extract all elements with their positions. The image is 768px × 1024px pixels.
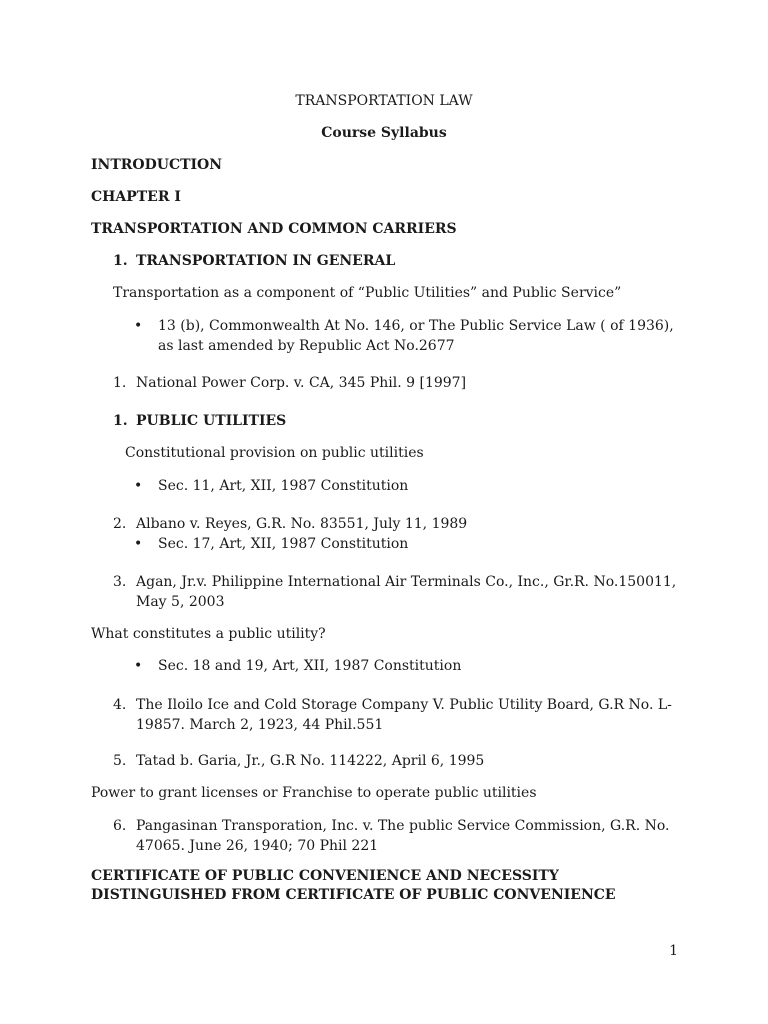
case-5-text: Tatad b. Garia, Jr., G.R No. 114222, April 6, 1995	[136, 753, 485, 769]
section-1-bullet-line-2: as last amended by Republic Act No.2677	[158, 338, 455, 354]
case-5-number: 5.	[113, 753, 127, 769]
section-1-number: 1.	[113, 253, 128, 269]
document-subtitle: Course Syllabus	[321, 125, 447, 141]
section-2-bullet-1: • Sec. 11, Art, XII, 1987 Constitution	[158, 476, 408, 496]
section-1-bullet-line-1: • 13 (b), Commonwealth At No. 146, or The Public Service Law ( of 1936),	[158, 316, 674, 336]
page-number: 1	[669, 943, 678, 959]
case-1-number: 1.	[113, 375, 127, 391]
section-2-intro: Constitutional provision on public utilities	[125, 445, 424, 461]
introduction-heading: INTRODUCTION	[91, 157, 223, 173]
certificate-heading-line-2: DISTINGUISHED FROM CERTIFICATE OF PUBLIC CONVENIENCE	[91, 887, 616, 903]
chapter-title: TRANSPORTATION AND COMMON CARRIERS	[91, 221, 457, 237]
case-2-number: 2.	[113, 516, 127, 532]
chapter-heading: CHAPTER I	[91, 189, 181, 205]
case-3-number: 3.	[113, 574, 127, 590]
case-3-line-1: Agan, Jr.v. Philippine International Air Terminals Co., Inc., Gr.R. No.150011,	[136, 574, 677, 590]
case-1-text: National Power Corp. v. CA, 345 Phil. 9 [1997]	[136, 375, 467, 391]
case-4-number: 4.	[113, 697, 127, 713]
case-4-line-2: 19857. March 2, 1923, 44 Phil.551	[136, 717, 384, 733]
document-title: TRANSPORTATION LAW	[295, 93, 473, 109]
section-2-number: 1.	[113, 413, 128, 429]
section-2-bullet-2: • Sec. 17, Art, XII, 1987 Constitution	[158, 534, 408, 554]
case-4-line-1: The Iloilo Ice and Cold Storage Company V. Public Utility Board, G.R No. L-	[136, 697, 672, 713]
public-utility-question: What constitutes a public utility?	[91, 626, 326, 642]
power-to-grant-text: Power to grant licenses or Franchise to operate public utilities	[91, 785, 537, 801]
case-3-line-2: May 5, 2003	[136, 594, 225, 610]
section-2-heading: PUBLIC UTILITIES	[136, 413, 287, 429]
section-1-heading: TRANSPORTATION IN GENERAL	[136, 253, 396, 269]
section-1-intro: Transportation as a component of “Public Utilities” and Public Service”	[113, 285, 622, 301]
case-6-number: 6.	[113, 818, 127, 834]
case-2-text: Albano v. Reyes, G.R. No. 83551, July 11, 1989	[136, 516, 468, 532]
case-6-line-2: 47065. June 26, 1940; 70 Phil 221	[136, 838, 379, 854]
section-2-bullet-3: • Sec. 18 and 19, Art, XII, 1987 Constitution	[158, 656, 461, 676]
case-6-line-1: Pangasinan Transporation, Inc. v. The public Service Commission, G.R. No.	[136, 818, 670, 834]
certificate-heading-line-1: CERTIFICATE OF PUBLIC CONVENIENCE AND NECESSITY	[91, 868, 559, 884]
